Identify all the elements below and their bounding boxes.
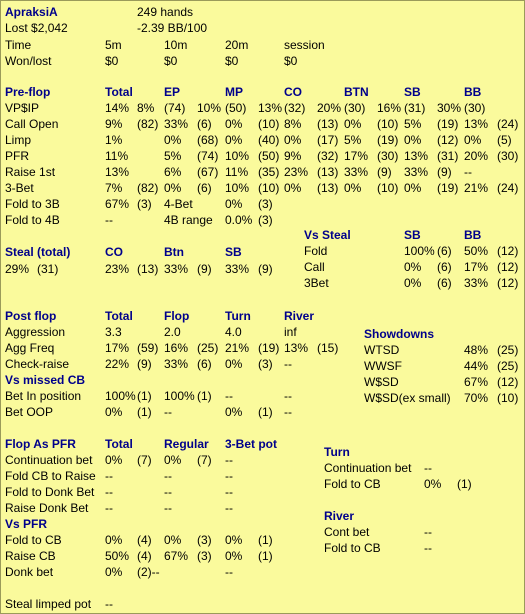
vs-pfr-cell: --	[225, 565, 233, 579]
showdowns-value: 70%	[464, 391, 489, 405]
preflop-cell: (82)	[137, 117, 159, 131]
turn-title: Turn	[324, 445, 350, 459]
postflop-cell: 13%	[284, 341, 309, 355]
vs-missed-cb-cell: 100%	[164, 389, 195, 403]
vs-missed-cb-row-label: Bet In position	[5, 389, 82, 403]
preflop-col-header: CO	[284, 85, 302, 99]
vs-pfr-cell: 0%	[225, 533, 243, 547]
bb-per-100: -2.39 BB/100	[137, 21, 208, 35]
steal-total-count: (31)	[37, 262, 59, 276]
postflop-cell: inf	[284, 325, 297, 339]
vs-steal-row-label: 3Bet	[304, 276, 329, 290]
wonlost-value: $0	[105, 54, 119, 68]
vs-steal-cell: 0%	[404, 260, 422, 274]
hands-count: 249 hands	[137, 5, 194, 19]
preflop-cell: 0%	[284, 181, 302, 195]
vs-pfr-title: Vs PFR	[5, 517, 48, 531]
preflop-cell: 13%	[404, 149, 429, 163]
preflop-cell: (24)	[497, 181, 519, 195]
steal-col-header: CO	[105, 245, 123, 259]
preflop-cell: (19)	[437, 181, 459, 195]
showdowns-title: Showdowns	[364, 327, 434, 341]
flop-as-pfr-cell: --	[105, 485, 113, 499]
river-value: --	[424, 525, 432, 539]
postflop-cell: (15)	[317, 341, 339, 355]
flop-as-pfr-row-label: Fold CB to Raise	[5, 469, 96, 483]
steal-cell: 33%	[164, 262, 189, 276]
preflop-cell: 33%	[164, 117, 189, 131]
preflop-cell: 10%	[197, 101, 222, 115]
preflop-cell: (30)	[377, 149, 399, 163]
preflop-cell: (6)	[197, 181, 212, 195]
preflop-cell: 5%	[404, 117, 422, 131]
vs-missed-cb-row-label: Bet OOP	[5, 405, 54, 419]
vs-steal-cell: 50%	[464, 244, 489, 258]
preflop-cell: (68)	[197, 133, 219, 147]
preflop-cell: (13)	[317, 181, 339, 195]
preflop-cell: 23%	[284, 165, 309, 179]
player-name: ApraksiA	[5, 5, 58, 19]
preflop-cell: 0%	[164, 133, 182, 147]
vs-steal-cell: (6)	[437, 244, 452, 258]
postflop-title: Post flop	[5, 309, 57, 323]
four-bet-label: 4-Bet	[164, 197, 193, 211]
time-label: Time	[5, 38, 32, 52]
showdowns-row-label: WTSD	[364, 343, 400, 357]
flop-as-pfr-cell: --	[105, 469, 113, 483]
steal-cell: 23%	[105, 262, 130, 276]
vs-pfr-cell: (3)	[197, 533, 212, 547]
vs-pfr-cell: 0%	[105, 533, 123, 547]
preflop-cell: (13)	[317, 117, 339, 131]
preflop-cell: 0%	[404, 133, 422, 147]
turn-row-label: Fold to CB	[324, 477, 381, 491]
preflop-cell: (74)	[164, 101, 186, 115]
vs-missed-cb-cell: --	[284, 405, 292, 419]
vs-pfr-cell: 0%	[164, 533, 182, 547]
preflop-cell: 20%	[317, 101, 342, 115]
showdowns-row-label: WWSF	[364, 359, 402, 373]
preflop-cell: (13)	[317, 165, 339, 179]
four-bet-range-count: (3)	[258, 213, 273, 227]
turn-value: --	[424, 461, 432, 475]
river-row-label: Cont bet	[324, 525, 370, 539]
time-col: 5m	[105, 38, 122, 52]
vs-missed-cb-cell: (1)	[137, 389, 152, 403]
preflop-cell: (9)	[437, 165, 452, 179]
flop-as-pfr-title: Flop As PFR	[5, 437, 76, 451]
river-title: River	[324, 509, 355, 523]
preflop-cell: (10)	[377, 181, 399, 195]
preflop-cell: 20%	[464, 149, 489, 163]
vs-pfr-cell: (1)	[258, 549, 273, 563]
postflop-cell: 3.3	[105, 325, 122, 339]
turn-value: 0%	[424, 477, 442, 491]
preflop-cell: 13%	[464, 117, 489, 131]
preflop-cell: (74)	[197, 149, 219, 163]
wonlost-value: $0	[284, 54, 298, 68]
flop-as-pfr-col-header: Total	[105, 437, 133, 451]
showdowns-count: (25)	[497, 343, 519, 357]
preflop-cell: (50)	[258, 149, 280, 163]
postflop-cell: 2.0	[164, 325, 181, 339]
turn-row-label: Continuation bet	[324, 461, 412, 475]
preflop-cell: (35)	[258, 165, 280, 179]
preflop-cell: 0%	[225, 117, 243, 131]
preflop-cell: 11%	[105, 149, 129, 163]
vs-pfr-cell: (4)	[137, 533, 152, 547]
four-bet-count: (3)	[258, 197, 273, 211]
vs-pfr-cell: 0%	[225, 549, 243, 563]
showdowns-count: (12)	[497, 375, 519, 389]
steal-limped-pot-label: Steal limped pot	[5, 597, 92, 611]
vs-steal-cell: (12)	[497, 260, 519, 274]
vs-steal-cell: 17%	[464, 260, 489, 274]
vs-steal-col-header: SB	[404, 228, 421, 242]
vs-missed-cb-cell: 0%	[225, 405, 243, 419]
flop-as-pfr-cell: (7)	[137, 453, 152, 467]
preflop-cell: 10%	[225, 149, 250, 163]
steal-cell: (9)	[197, 262, 212, 276]
fold-to-4bet-value: --	[105, 213, 113, 227]
vs-missed-cb-cell: --	[164, 405, 172, 419]
showdowns-row-label: W$SD	[364, 375, 399, 389]
preflop-cell: 0%	[164, 181, 182, 195]
vs-missed-cb-cell: (1)	[137, 405, 152, 419]
steal-limped-pot-value: --	[105, 597, 113, 611]
four-bet-range-value: 0.0%	[225, 213, 253, 227]
vs-missed-cb-cell: (1)	[197, 389, 212, 403]
postflop-col-header: Turn	[225, 309, 251, 323]
preflop-cell: 5%	[164, 149, 182, 163]
flop-as-pfr-row-label: Raise Donk Bet	[5, 501, 89, 515]
preflop-cell: 7%	[105, 181, 123, 195]
preflop-cell: 16%	[377, 101, 402, 115]
wonlost-value: $0	[164, 54, 178, 68]
preflop-cell: (40)	[258, 133, 280, 147]
postflop-row-label: Aggression	[5, 325, 66, 339]
preflop-cell: 9%	[105, 117, 123, 131]
preflop-col-header: Total	[105, 85, 133, 99]
vs-pfr-row-label: Raise CB	[5, 549, 56, 563]
preflop-cell: 0%	[344, 117, 362, 131]
time-col: 10m	[164, 38, 188, 52]
showdowns-value: 48%	[464, 343, 489, 357]
preflop-cell: 9%	[284, 149, 302, 163]
preflop-cell: (30)	[344, 101, 366, 115]
steal-cell: (13)	[137, 262, 159, 276]
preflop-col-header: MP	[225, 85, 243, 99]
postflop-cell: (6)	[197, 357, 212, 371]
preflop-cell: (24)	[497, 117, 519, 131]
fold-to-3bet-value: 67%	[105, 197, 130, 211]
vs-steal-row-label: Call	[304, 260, 325, 274]
postflop-cell: 33%	[164, 357, 189, 371]
steal-cell: (9)	[258, 262, 273, 276]
postflop-row-label: Check-raise	[5, 357, 70, 371]
flop-as-pfr-cell: --	[164, 485, 172, 499]
showdowns-value: 67%	[464, 375, 489, 389]
postflop-cell: 0%	[225, 357, 243, 371]
preflop-row-label: Call Open	[5, 117, 59, 131]
vs-steal-cell: 100%	[404, 244, 435, 258]
preflop-cell: 10%	[225, 181, 250, 195]
vs-steal-col-header: BB	[464, 228, 482, 242]
preflop-title: Pre-flop	[5, 85, 51, 99]
vs-steal-title: Vs Steal	[304, 228, 351, 242]
vs-steal-cell: (6)	[437, 276, 452, 290]
preflop-cell: (19)	[377, 133, 399, 147]
flop-as-pfr-row-label: Fold to Donk Bet	[5, 485, 95, 499]
vs-pfr-row-label: Fold to CB	[5, 533, 62, 547]
preflop-cell: 0%	[284, 133, 302, 147]
wonlost-label: Won/lost	[5, 54, 52, 68]
postflop-cell: 22%	[105, 357, 130, 371]
preflop-cell: (10)	[258, 117, 280, 131]
flop-as-pfr-cell: --	[164, 501, 172, 515]
showdowns-row-label: W$SD(ex small)	[364, 391, 451, 405]
postflop-cell: 21%	[225, 341, 250, 355]
preflop-cell: 8%	[137, 101, 155, 115]
postflop-cell: (9)	[137, 357, 152, 371]
steal-col-header: SB	[225, 245, 242, 259]
preflop-cell: (67)	[197, 165, 219, 179]
postflop-cell: (19)	[258, 341, 280, 355]
preflop-cell: 1%	[105, 133, 123, 147]
preflop-col-header: SB	[404, 85, 421, 99]
preflop-cell: (32)	[317, 149, 339, 163]
vs-missed-cb-cell: 100%	[105, 389, 136, 403]
preflop-cell: (6)	[197, 117, 212, 131]
preflop-cell: 0%	[225, 133, 243, 147]
vs-pfr-cell: (4)	[137, 549, 152, 563]
flop-as-pfr-cell: --	[225, 501, 233, 515]
preflop-cell: 13%	[105, 165, 130, 179]
preflop-cell: (10)	[377, 117, 399, 131]
flop-as-pfr-cell: (7)	[197, 453, 212, 467]
preflop-cell: --	[464, 165, 472, 179]
preflop-cell: (5)	[497, 133, 512, 147]
postflop-cell: (59)	[137, 341, 159, 355]
four-bet-value: 0%	[225, 197, 243, 211]
preflop-row-label: VP$IP	[5, 101, 40, 115]
preflop-col-header: EP	[164, 85, 181, 99]
preflop-cell: (19)	[437, 117, 459, 131]
showdowns-count: (25)	[497, 359, 519, 373]
preflop-row-label: Limp	[5, 133, 32, 147]
fold-to-3bet-count: (3)	[137, 197, 152, 211]
postflop-col-header: River	[284, 309, 315, 323]
vs-pfr-row-label: Donk bet	[5, 565, 54, 579]
fold-to-3bet-label: Fold to 3B	[5, 197, 60, 211]
preflop-cell: (9)	[377, 165, 392, 179]
preflop-col-header: BB	[464, 85, 482, 99]
fold-to-4bet-label: Fold to 4B	[5, 213, 60, 227]
flop-as-pfr-cell: --	[225, 485, 233, 499]
preflop-cell: 0%	[404, 181, 422, 195]
preflop-cell: 6%	[164, 165, 182, 179]
river-row-label: Fold to CB	[324, 541, 381, 555]
time-col: 20m	[225, 38, 249, 52]
flop-as-pfr-cell: --	[105, 501, 113, 515]
preflop-cell: 33%	[404, 165, 429, 179]
vs-missed-cb-cell: --	[284, 389, 292, 403]
preflop-cell: 30%	[437, 101, 462, 115]
preflop-cell: 13%	[258, 101, 283, 115]
preflop-cell: (30)	[497, 149, 519, 163]
postflop-col-header: Flop	[164, 309, 190, 323]
preflop-cell: 5%	[344, 133, 362, 147]
preflop-cell: 14%	[105, 101, 130, 115]
flop-as-pfr-cell: 0%	[164, 453, 182, 467]
steal-col-header: Btn	[164, 245, 184, 259]
vs-steal-row-label: Fold	[304, 244, 328, 258]
turn-count: (1)	[457, 477, 472, 491]
flop-as-pfr-cell: --	[225, 453, 233, 467]
vs-pfr-cell: 67%	[164, 549, 189, 563]
showdowns-value: 44%	[464, 359, 489, 373]
postflop-cell: (25)	[197, 341, 219, 355]
postflop-cell: 4.0	[225, 325, 242, 339]
vs-pfr-cell: 50%	[105, 549, 130, 563]
preflop-cell: 8%	[284, 117, 302, 131]
postflop-cell: --	[284, 357, 292, 371]
steal-cell: 33%	[225, 262, 250, 276]
vs-missed-cb-title: Vs missed CB	[5, 373, 86, 387]
postflop-cell: 16%	[164, 341, 189, 355]
preflop-cell: (50)	[225, 101, 247, 115]
session-result: Lost $2,042	[5, 21, 68, 35]
vs-pfr-cell: (3)	[197, 549, 212, 563]
preflop-cell: (31)	[404, 101, 426, 115]
preflop-row-label: 3-Bet	[5, 181, 34, 195]
vs-missed-cb-cell: 0%	[105, 405, 123, 419]
steal-total-value: 29%	[5, 262, 30, 276]
vs-pfr-cell: 0%	[105, 565, 123, 579]
vs-steal-cell: 0%	[404, 276, 422, 290]
preflop-cell: 11%	[225, 165, 249, 179]
preflop-cell: (12)	[437, 133, 459, 147]
flop-as-pfr-cell: --	[225, 469, 233, 483]
preflop-cell: 17%	[344, 149, 369, 163]
vs-steal-cell: (6)	[437, 260, 452, 274]
preflop-cell: 21%	[464, 181, 489, 195]
preflop-cell: (17)	[317, 133, 339, 147]
flop-as-pfr-row-label: Continuation bet	[5, 453, 93, 467]
steal-total-title: Steal (total)	[5, 245, 71, 259]
preflop-row-label: Raise 1st	[5, 165, 56, 179]
four-bet-range-label: 4B range	[164, 213, 213, 227]
preflop-cell: 0%	[344, 181, 362, 195]
postflop-cell: (3)	[258, 357, 273, 371]
postflop-col-header: Total	[105, 309, 133, 323]
postflop-cell: 17%	[105, 341, 130, 355]
flop-as-pfr-cell: --	[164, 469, 172, 483]
vs-missed-cb-cell: --	[225, 389, 233, 403]
preflop-row-label: PFR	[5, 149, 29, 163]
preflop-cell: 0%	[464, 133, 482, 147]
preflop-cell: (31)	[437, 149, 459, 163]
preflop-cell: (82)	[137, 181, 159, 195]
time-col: session	[284, 38, 325, 52]
preflop-cell: (32)	[284, 101, 306, 115]
preflop-col-header: BTN	[344, 85, 369, 99]
vs-steal-cell: (12)	[497, 276, 519, 290]
showdowns-count: (10)	[497, 391, 519, 405]
flop-as-pfr-col-header: Regular	[164, 437, 209, 451]
vs-pfr-cell: (2)--	[137, 565, 160, 579]
preflop-cell: (30)	[464, 101, 486, 115]
postflop-row-label: Agg Freq	[5, 341, 55, 355]
wonlost-value: $0	[225, 54, 239, 68]
preflop-cell: (10)	[258, 181, 280, 195]
river-value: --	[424, 541, 432, 555]
vs-pfr-cell: (1)	[258, 533, 273, 547]
preflop-cell: 33%	[344, 165, 369, 179]
flop-as-pfr-cell: 0%	[105, 453, 123, 467]
flop-as-pfr-col-header: 3-Bet pot	[225, 437, 277, 451]
vs-missed-cb-cell: (1)	[258, 405, 273, 419]
vs-steal-cell: 33%	[464, 276, 489, 290]
vs-steal-cell: (12)	[497, 244, 519, 258]
